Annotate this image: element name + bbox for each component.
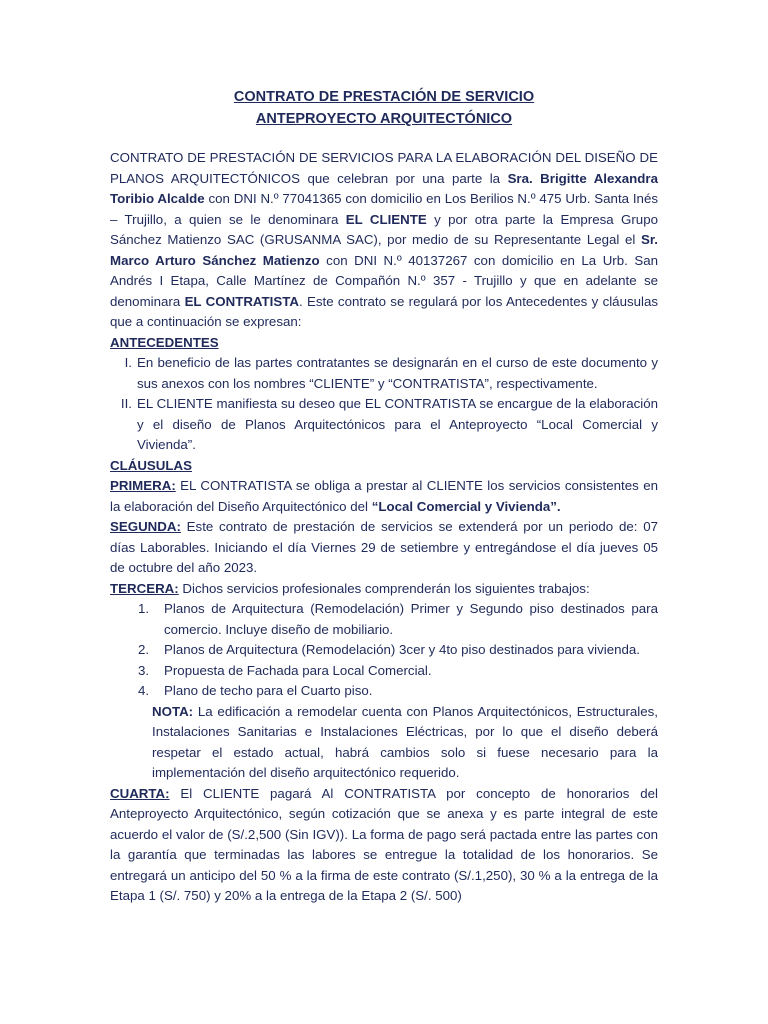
list-item — [110, 640, 658, 661]
clausulas-heading: CLÁUSULAS — [110, 457, 192, 473]
nota-label: NOTA: — [152, 703, 194, 719]
clause-primera — [110, 476, 658, 517]
clause-tercera — [110, 579, 658, 600]
clause-label: PRIMERA: — [110, 478, 176, 493]
intro-paragraph — [110, 148, 658, 333]
list-item — [110, 599, 658, 640]
nota-paragraph — [110, 702, 658, 784]
contractor-term: EL CONTRATISTA — [184, 293, 299, 309]
item-number: I. — [124, 355, 132, 370]
list-item — [110, 681, 658, 702]
intro-text-5: . Este contrato se regulará por los Antecedentes y cláusulas que a continuación se expresan: — [110, 293, 659, 329]
item-number: 2. — [138, 642, 150, 657]
nota-text: La edificación a remodelar cuenta con Planos Arquitectónicos, Estructurales, Instalaciones Sanitarias e Instalaciones Eléctricas, por lo que el diseño deberá respetar el estado actual, habrá cambios solo si fuese necesario para la implementación del diseño arquitectónico requerido. — [152, 703, 658, 780]
clause-text: Dichos servicios profesionales comprenderán los siguientes trabajos: — [178, 580, 590, 596]
list-item — [110, 661, 658, 682]
contract-title-line-1: CONTRATO DE PRESTACIÓN DE SERVICIO — [233, 89, 535, 105]
client-term: EL CLIENTE — [345, 211, 427, 227]
item-text: Planos de Arquitectura (Remodelación) 3cer y 4to piso destinados para vivienda. — [164, 642, 641, 657]
clause-text: Este contrato de prestación de servicios se extenderá por un periodo de: 07 días Laborables. Iniciando el día Viernes 29 de setiembre y entregándose el día jueves 05 de octubre del año 2023. — [110, 519, 658, 575]
intro-text-1: CONTRATO DE PRESTACIÓN DE SERVICIOS PARA LA ELABORACIÓN DEL DISEÑO DE PLANOS ARQUITECTÓNICOS que celebran por una parte la — [110, 150, 658, 186]
item-number: 4. — [138, 683, 150, 698]
clause-text: EL CONTRATISTA se obliga a prestar al CLIENTE los servicios consistentes en la elaboración del Diseño Arquitectónico del — [110, 478, 658, 514]
clause-label: SEGUNDA: — [110, 519, 181, 534]
tercera-work-list — [110, 599, 658, 702]
item-text: Plano de techo para el Cuarto piso. — [164, 683, 373, 698]
intro-text-2: con DNI N.º 77041365 con domicilio en Los Berilios N.º 475 Urb. Santa Inés – Trujillo, a quien se le denominara — [110, 191, 658, 227]
contract-title-line-2: ANTEPROYECTO ARQUITECTÓNICO — [255, 111, 513, 127]
project-name: “Local Comercial y Vivienda”. — [371, 498, 561, 514]
clause-label: CUARTA: — [110, 785, 170, 801]
item-number: 1. — [138, 601, 150, 616]
client-name: Sra. Brigitte Alexandra Toribio Alcalde — [110, 170, 658, 206]
spacer — [110, 130, 658, 148]
representative-name: Sr. Marco Arturo Sánchez Matienzo — [110, 232, 658, 268]
intro-text-3: y por otra parte la Empresa Grupo Sánchez Matienzo SAC (GRUSANMA SAC), por medio de su Representante Legal el — [110, 211, 658, 247]
item-text: En beneficio de las partes contratantes se designarán en el curso de este documento y sus anexos con los nombres “CLIENTE” y “CONTRATISTA”, respectivamente. — [137, 355, 658, 391]
item-text: Propuesta de Fachada para Local Comercial. — [164, 662, 432, 678]
list-item — [110, 394, 658, 456]
antecedentes-heading: ANTECEDENTES — [110, 334, 219, 350]
clause-text: El CLIENTE pagará Al CONTRATISTA por concepto de honorarios del Anteproyecto Arquitectónico, según cotización que se anexa y es parte integral de este acuerdo el valor de (S/.2,500 (Sin IGV)). La forma de pago será pactada entre las partes con la garantía que terminadas las labores se entregue la totalidad de los honorarios. Se entregará un anticipo del 50 % a la firma de este contrato (S/.1,250), 30 % a la entrega de la Etapa 1 (S/. 750) y 20% a la entrega de la Etapa 2 (S/. 500) — [110, 785, 658, 903]
item-text: Planos de Arquitectura (Remodelación) Primer y Segundo piso destinados para comercio. Incluye diseño de mobiliario. — [164, 601, 658, 637]
antecedentes-list — [110, 353, 658, 456]
contract-document — [110, 86, 658, 907]
intro-text-4: con DNI N.º 40137267 con domicilio en La Urb. San Andrés I Etapa, Calle Martínez de Compañón N.º 357 - Trujillo y que en adelante se denominara — [110, 252, 658, 309]
clause-segunda — [110, 517, 658, 579]
clause-label: TERCERA: — [110, 580, 179, 596]
list-item — [110, 353, 658, 394]
clause-cuarta — [110, 784, 658, 907]
item-number: 3. — [138, 662, 150, 678]
item-text: EL CLIENTE manifiesta su deseo que EL CONTRATISTA se encargue de la elaboración y el diseño de Planos Arquitectónicos para el Anteproyecto “Local Comercial y Vivienda”. — [137, 396, 658, 452]
item-number: II. — [120, 396, 132, 411]
